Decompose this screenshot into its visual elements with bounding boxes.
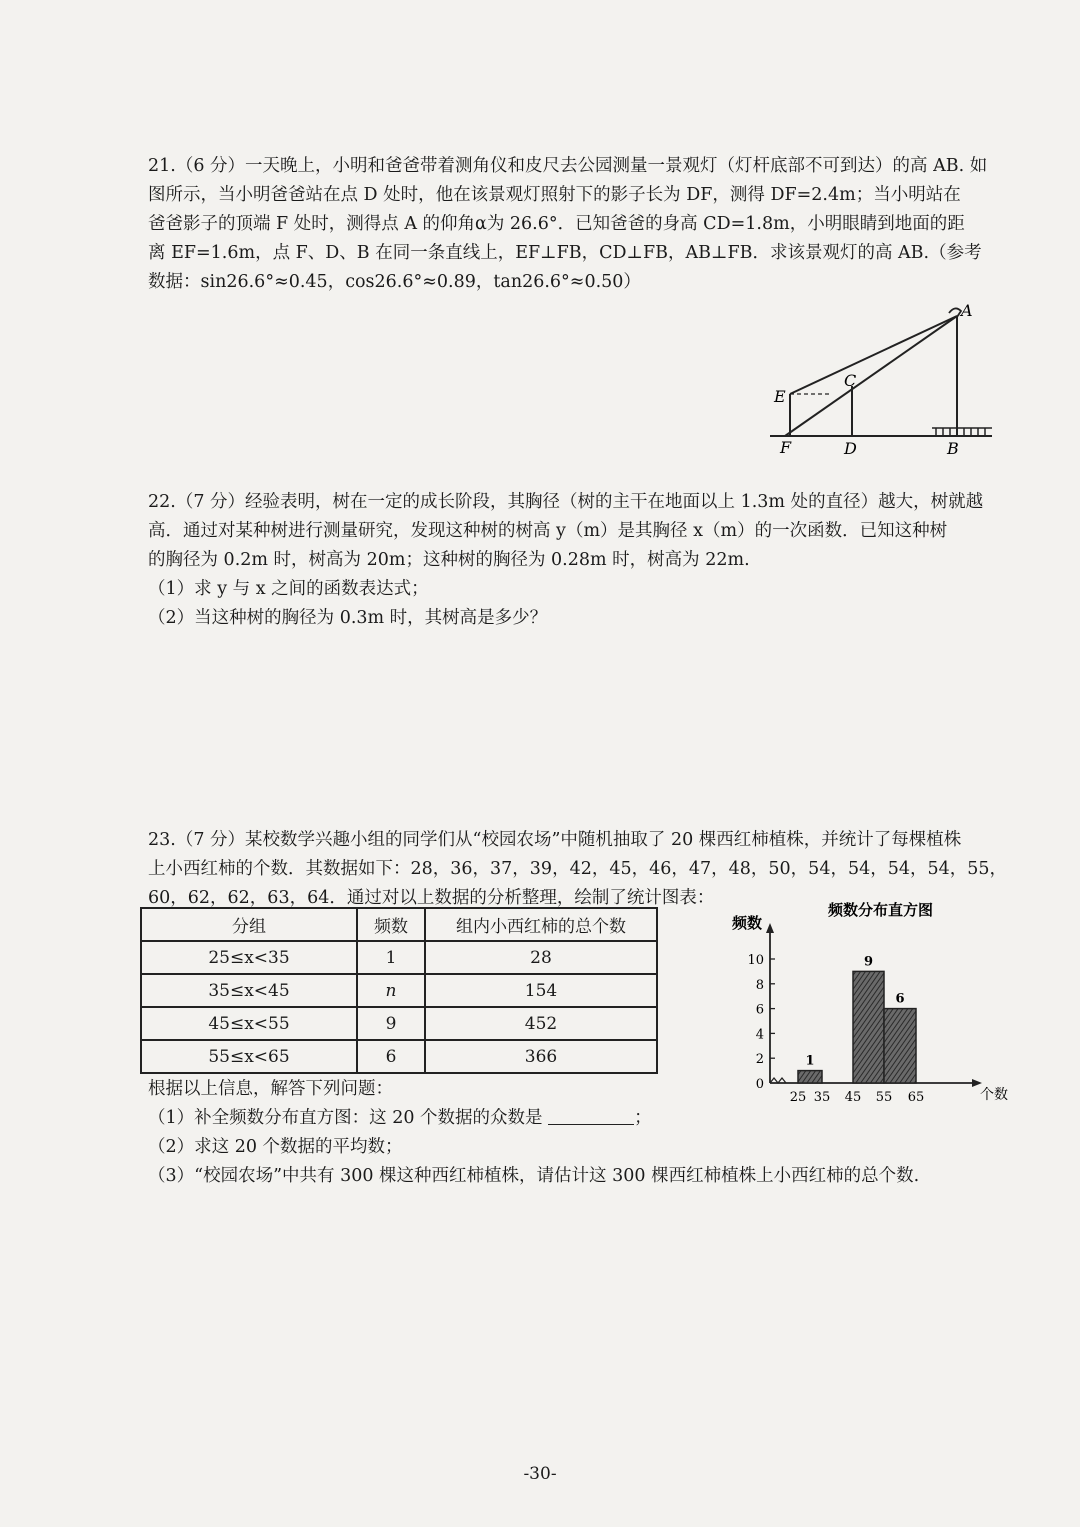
q22-line: 高．通过对某种树进行测量研究，发现这种树的树高 y（m）是其胸径 x（m）的一次函数．已知这种树 (148, 521, 948, 541)
question-21 (148, 152, 1008, 297)
x-tick-label: 55 (875, 1090, 893, 1105)
q21-line: 21.（6 分）一天晚上，小明和爸爸带着测角仪和皮尺去公园测量一景观灯（灯杆底部不可到达）的高 AB. 如 (148, 156, 988, 176)
table-header: 分组 (141, 908, 357, 941)
q21-line: 数据：sin26.6°≈0.45，cos26.6°≈0.89，tan26.6°≈0.50） (148, 272, 641, 292)
q21-line: 图所示，当小明爸爸站在点 D 处时，他在该景观灯照射下的影子长为 DF，测得 DF=2.4m；当小明站在 (148, 185, 961, 205)
table-cell: 366 (425, 1040, 657, 1073)
x-tick-label: 45 (844, 1090, 862, 1105)
y-tick-label: 10 (747, 953, 764, 968)
frequency-table (140, 907, 658, 1074)
x-tick-label: 35 (813, 1090, 831, 1105)
label-a: A (961, 301, 973, 320)
table-header-row (141, 908, 657, 941)
q21-line: 离 EF=1.6m，点 F、D、B 在同一条直线上，EF⊥FB，CD⊥FB，AB⊥FB．求该景观灯的高 AB.（参考 (148, 243, 982, 263)
table-cell: 154 (425, 974, 657, 1007)
x-axis-label: 个数 (980, 1087, 1008, 1103)
table-row (141, 1040, 657, 1073)
q22-line: 22.（7 分）经验表明，树在一定的成长阶段，其胸径（树的主干在地面以上 1.3m 处的直径）越大，树就越 (148, 492, 984, 512)
y-tick-label: 8 (755, 977, 764, 993)
label-d: D (844, 439, 857, 458)
x-tick-label: 25 (789, 1090, 807, 1105)
lamp-head (949, 308, 961, 317)
table-row (141, 974, 657, 1007)
q23-part-1-text: （1）补全频数分布直方图：这 20 个数据的众数是 (148, 1108, 543, 1128)
q23-line: 23.（7 分）某校数学兴趣小组的同学们从“校园农场”中随机抽取了 20 棵西红柿植株，并统计了每棵植株 (148, 830, 962, 850)
answer-blank[interactable] (548, 1106, 634, 1125)
table-cell: 55≤x<65 (141, 1040, 357, 1073)
table-header: 组内小西红柿的总个数 (425, 908, 657, 941)
q23-part-1-end: ； (634, 1108, 652, 1128)
y-tick-label: 2 (755, 1052, 764, 1068)
question-22 (148, 488, 1008, 633)
chart-title: 频数分布直方图 (828, 901, 934, 919)
bar-value-label: 9 (863, 954, 874, 970)
label-f: F (780, 438, 792, 457)
q21-line: 爸爸影子的顶端 F 处时，测得点 A 的仰角α为 26.6°．已知爸爸的身高 CD=1.8m，小明眼睛到地面的距 (148, 214, 965, 234)
q22-line: 的胸径为 0.2m 时，树高为 20m；这种树的胸径为 0.28m 时，树高为 22m. (148, 550, 750, 570)
table-cell: 9 (357, 1007, 425, 1040)
table-cell: 28 (425, 941, 657, 974)
q23-part-2: （2）求这 20 个数据的平均数； (148, 1137, 403, 1157)
table-cell: 6 (357, 1040, 425, 1073)
table-cell: 45≤x<55 (141, 1007, 357, 1040)
table-cell: 1 (357, 941, 425, 974)
y-tick-label: 6 (755, 1002, 764, 1018)
label-c: C (844, 371, 857, 390)
q23-line: 60，62，62，63，64．通过对以上数据的分析整理，绘制了统计图表： (148, 888, 715, 908)
histogram-bar (884, 1009, 916, 1083)
bar-value-label: 6 (895, 991, 905, 1007)
histogram-bar (853, 971, 884, 1083)
table-row (141, 1007, 657, 1040)
label-e: E (774, 387, 786, 406)
table-cell: 25≤x<35 (141, 941, 357, 974)
bar-value-label: 1 (805, 1053, 815, 1069)
y-tick-label: 0 (755, 1077, 764, 1092)
page-number: -30- (523, 1464, 557, 1484)
sightline-ea (790, 316, 957, 394)
shadow-line-fa (785, 316, 957, 436)
label-b: B (947, 439, 959, 458)
table-cell: n (357, 974, 425, 1007)
q23-intro: 根据以上信息，解答下列问题： (148, 1079, 393, 1099)
q21-geometry-figure (760, 296, 1000, 466)
y-axis-arrow (766, 923, 774, 933)
table-header: 频数 (357, 908, 425, 941)
table-cell: 452 (425, 1007, 657, 1040)
q23-questions (148, 1075, 1008, 1191)
q23-line: 上小西红柿的个数．其数据如下：28，36，37，39，42，45，46，47，48，50，54，54，54，54，55， (148, 859, 1008, 879)
x-tick-label: 65 (907, 1090, 925, 1105)
q23-part-1 (148, 1104, 1008, 1133)
q22-part: （2）当这种树的胸径为 0.3m 时，其树高是多少？ (148, 608, 548, 628)
table-row (141, 941, 657, 974)
y-axis-label: 频数 (732, 914, 763, 932)
q23-part-3: （3）“校园农场”中共有 300 棵这种西红柿植株，请估计这 300 棵西红柿植株上小西红柿的总个数. (148, 1166, 920, 1186)
y-tick-label: 4 (755, 1027, 764, 1043)
ground-hatch (932, 428, 992, 436)
q22-part: （1）求 y 与 x 之间的函数表达式； (148, 579, 429, 599)
table-cell: 35≤x<45 (141, 974, 357, 1007)
